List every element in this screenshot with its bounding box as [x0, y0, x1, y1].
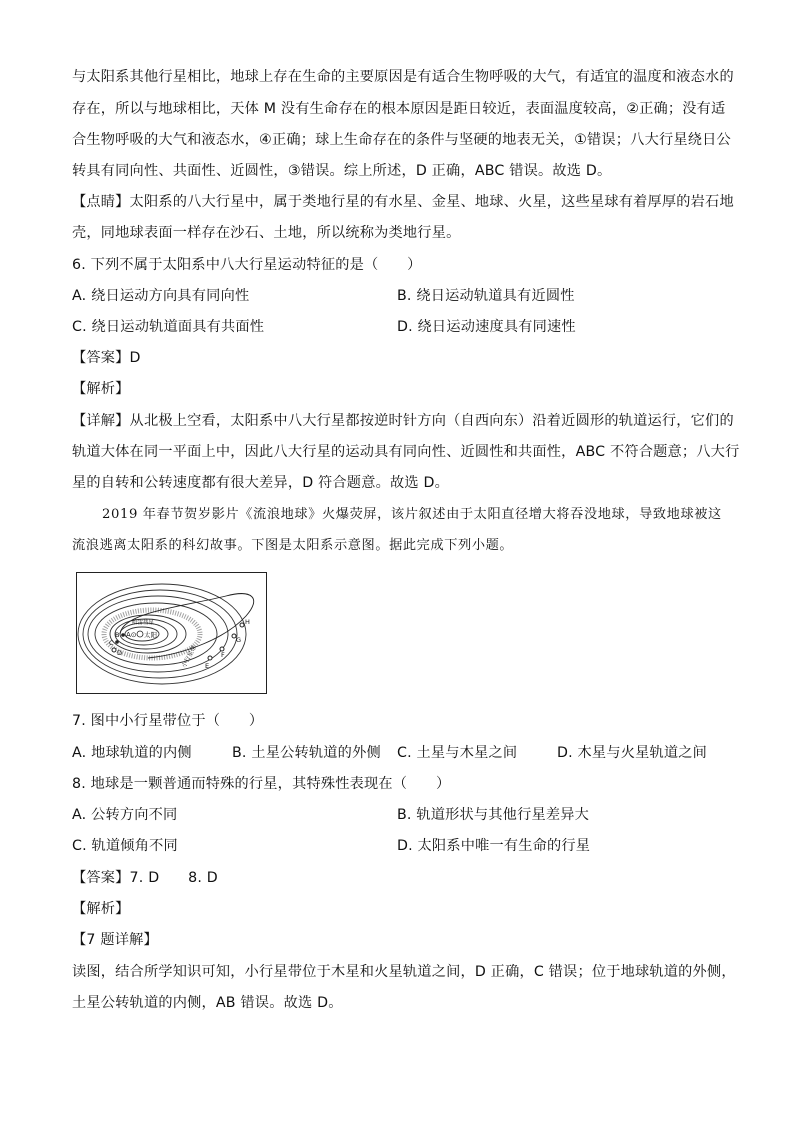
q6-option-a: A. 绕日运动方向具有同向性 [72, 288, 250, 304]
label-e: E [205, 662, 210, 670]
q6-detail-line-1: 【详解】从北极上空看，太阳系中八大行星都按逆时针方向（自西向东）沿着近圆形的轨道运行，它们的 [72, 413, 734, 429]
q7-detail-label: 【7 题详解】 [72, 932, 158, 948]
intro-line-4: 转具有同向性、共面性、近圆性，③错误。综上所述，D 正确，ABC 错误。故选 D。 [72, 163, 612, 179]
solar-system-svg [76, 572, 267, 694]
q6-detail-line-2: 轨道大体在同一平面上中，因此八大行星的运动具有同向性、近圆性和共面性，ABC 不符合题意；八大行 [72, 444, 740, 460]
passage-line-1: 2019 年春节贺岁影片《流浪地球》火爆荧屏，该片叙述由于太阳直径增大将吞没地球，导致地球被这 [102, 507, 722, 522]
intro-line-2: 存在，所以与地球相比，天体 M 没有生命存在的根本原因是距日较近，表面温度较高，②正确；没有适 [72, 101, 726, 117]
q6-answer: 【答案】D [72, 350, 141, 366]
planet-e [208, 656, 212, 660]
planet-d [112, 648, 116, 652]
intro-line-1: 与太阳系其他行星相比，地球上存在生命的主要原因是有适合生物呼吸的大气，有适宜的温度和液态水的 [72, 69, 734, 85]
q7-stem: 7. 图中小行星带位于（ ） [72, 713, 264, 729]
label-g: G [236, 636, 242, 644]
label-h: H [245, 618, 250, 626]
q6-option-b: B. 绕日运动轨道具有近圆性 [397, 288, 575, 304]
q8-answer: 【答案】7. D 8. D [72, 870, 218, 886]
q8-analysis-label: 【解析】 [72, 901, 130, 917]
label-comet: 哈雷彗星 [132, 620, 155, 626]
q6-analysis-label: 【解析】 [72, 381, 130, 397]
label-b: B [115, 631, 120, 639]
q6-stem: 6. 下列不属于太阳系中八大行星运动特征的是（ ） [72, 257, 422, 273]
q8-option-c: C. 轨道倾角不同 [72, 838, 178, 854]
label-f: F [221, 651, 225, 659]
q7-detail-line-2: 土星公转轨道的内侧，AB 错误。故选 D。 [72, 995, 343, 1011]
planet-b [121, 633, 125, 637]
q7-option-a: A. 地球轨道的内侧 [72, 745, 192, 761]
label-d: D [117, 649, 123, 657]
q7-option-c: C. 土星与木星之间 [397, 745, 518, 761]
sun-symbol [137, 631, 143, 637]
note-line-1: 【点睛】太阳系的八大行星中，属于类地行星的有水星、金星、地球、火星，这些星球有着厚厚的岩石地 [72, 194, 734, 210]
planet-c [115, 640, 119, 644]
passage-line-2: 流浪逃离太阳系的科幻故事。下图是太阳系示意图。据此完成下列小题。 [72, 538, 514, 553]
planet-h [240, 623, 244, 627]
label-sun: 太阳 [144, 631, 157, 639]
q8-option-a: A. 公转方向不同 [72, 807, 178, 823]
q6-option-d: D. 绕日运动速度具有同速性 [397, 319, 576, 335]
q6-detail-line-3: 星的自转和公转速度都有很大差异，D 符合题意。故选 D。 [72, 475, 449, 491]
q8-option-d: D. 太阳系中唯一有生命的行星 [397, 838, 591, 854]
q7-option-d: D. 木星与火星轨道之间 [557, 745, 708, 761]
label-asteroid-belt: 小行星带 [180, 644, 199, 669]
note-line-2: 壳，同地球表面一样存在沙石、土地，所以统称为类地行星。 [72, 225, 461, 241]
q8-option-b: B. 轨道形状与其他行星差异大 [397, 807, 590, 823]
solar-system-diagram [76, 572, 267, 694]
q7-detail-line-1: 读图，结合所学知识可知，小行星带位于木星和火星轨道之间，D 正确，C 错误；位于地球轨道的外侧， [72, 964, 736, 980]
label-a: A⊙ [126, 631, 137, 639]
q6-option-c: C. 绕日运动轨道面具有共面性 [72, 319, 265, 335]
q8-stem: 8. 地球是一颗普通而特殊的行星，其特殊性表现在（ ） [72, 776, 451, 792]
q7-option-b: B. 土星公转轨道的外侧 [232, 745, 381, 761]
label-c: C [109, 639, 114, 647]
intro-line-3: 合生物呼吸的大气和液态水，④正确；球上生命存在的条件与坚硬的地表无关，①错误；八大行星绕日公 [72, 132, 731, 148]
